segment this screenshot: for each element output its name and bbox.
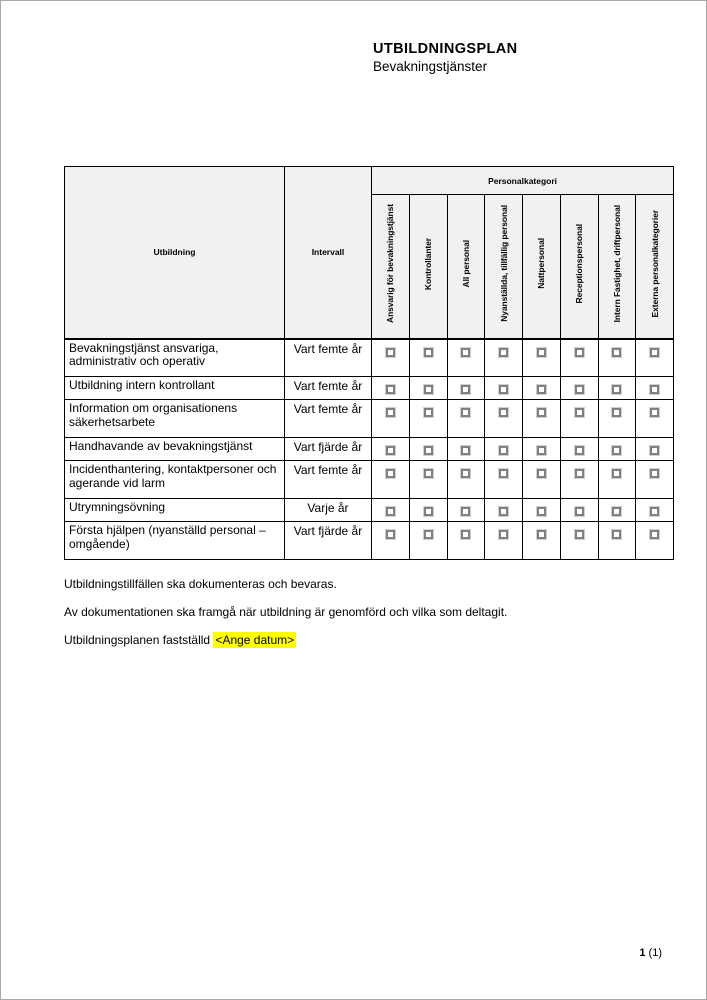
checkbox-cell <box>447 438 485 461</box>
checkbox[interactable] <box>424 446 433 455</box>
column-header-intervall: Intervall <box>285 167 372 339</box>
rotated-label: Ansvarig för bevakningstjänst <box>385 204 396 324</box>
rotated-label: Kontrollanter <box>423 237 434 290</box>
checkbox-cell <box>598 438 636 461</box>
interval-value: Vart fjärde år <box>285 522 372 560</box>
rotated-label: Nyanställda, tillfällig personal <box>498 205 509 323</box>
checkbox[interactable] <box>499 348 508 357</box>
column-header-category <box>447 195 485 339</box>
checkbox-cell <box>560 499 598 522</box>
checkbox[interactable] <box>650 385 659 394</box>
established-label: Utbildningsplanen fastställd <box>64 633 214 647</box>
checkbox-cell <box>560 400 598 438</box>
checkbox-cell <box>523 400 561 438</box>
checkbox-cell <box>523 377 561 400</box>
table-row <box>65 339 674 377</box>
note-established <box>64 634 507 647</box>
checkbox[interactable] <box>537 530 546 539</box>
column-header-category <box>372 195 410 339</box>
checkbox[interactable] <box>461 385 470 394</box>
checkbox[interactable] <box>537 507 546 516</box>
checkbox-cell <box>485 438 523 461</box>
column-header-utbildning: Utbildning <box>65 167 285 339</box>
note-contents: Av dokumentationen ska framgå när utbildning är genomförd och vilka som deltagit. <box>64 605 508 619</box>
checkbox-cell <box>485 522 523 560</box>
checkbox[interactable] <box>612 408 621 417</box>
interval-value: Vart femte år <box>285 377 372 400</box>
checkbox[interactable] <box>386 446 395 455</box>
interval-value: Vart fjärde år <box>285 438 372 461</box>
checkbox[interactable] <box>424 348 433 357</box>
checkbox[interactable] <box>650 507 659 516</box>
rotated-label: Externa personalkategorier <box>649 210 660 318</box>
checkbox-cell <box>485 499 523 522</box>
checkbox-cell <box>372 461 410 499</box>
rotated-label: Nattpersonal <box>536 238 547 290</box>
checkbox[interactable] <box>575 385 584 394</box>
checkbox[interactable] <box>612 507 621 516</box>
column-header-category <box>409 195 447 339</box>
checkbox[interactable] <box>575 507 584 516</box>
checkbox[interactable] <box>386 507 395 516</box>
checkbox-cell <box>372 339 410 377</box>
page-number <box>639 947 662 959</box>
checkbox-cell <box>372 377 410 400</box>
checkbox-cell <box>523 461 561 499</box>
checkbox[interactable] <box>461 469 470 478</box>
checkbox[interactable] <box>650 408 659 417</box>
training-plan-table <box>64 166 674 560</box>
checkbox-cell <box>598 400 636 438</box>
checkbox-cell <box>485 400 523 438</box>
column-group-personalkategori: Personalkategori <box>372 167 674 195</box>
checkbox[interactable] <box>499 507 508 516</box>
training-name: Utbildning intern kontrollant <box>65 377 285 400</box>
checkbox-cell <box>409 339 447 377</box>
checkbox[interactable] <box>386 408 395 417</box>
checkbox[interactable] <box>575 446 584 455</box>
checkbox-cell <box>447 522 485 560</box>
checkbox-cell <box>523 339 561 377</box>
training-name: Incidenthantering, kontaktpersoner och agerande vid larm <box>65 461 285 499</box>
checkbox-cell <box>598 339 636 377</box>
checkbox[interactable] <box>386 530 395 539</box>
checkbox-cell <box>598 522 636 560</box>
training-name: Handhavande av bevakningstjänst <box>65 438 285 461</box>
checkbox[interactable] <box>461 446 470 455</box>
checkbox-cell <box>560 438 598 461</box>
training-name: Bevakningstjänst ansvariga, administrativ och operativ <box>65 339 285 377</box>
checkbox-cell <box>372 522 410 560</box>
interval-value: Vart femte år <box>285 339 372 377</box>
checkbox[interactable] <box>612 385 621 394</box>
checkbox[interactable] <box>424 469 433 478</box>
checkbox-cell <box>409 461 447 499</box>
rotated-label: Receptionspersonal <box>574 224 585 304</box>
table-row <box>65 461 674 499</box>
checkbox[interactable] <box>386 348 395 357</box>
checkbox-cell <box>409 438 447 461</box>
checkbox-cell <box>598 377 636 400</box>
checkbox[interactable] <box>537 446 546 455</box>
column-header-category <box>560 195 598 339</box>
checkbox[interactable] <box>461 348 470 357</box>
checkbox[interactable] <box>575 348 584 357</box>
checkbox[interactable] <box>461 507 470 516</box>
interval-value: Vart femte år <box>285 400 372 438</box>
checkbox-cell <box>598 499 636 522</box>
checkbox-cell <box>560 522 598 560</box>
document-subtitle: Bevakningstjänster <box>373 59 488 74</box>
checkbox-cell <box>636 499 674 522</box>
checkbox-cell <box>636 438 674 461</box>
checkbox-cell <box>636 377 674 400</box>
checkbox[interactable] <box>537 408 546 417</box>
checkbox-cell <box>485 339 523 377</box>
checkbox-cell <box>523 499 561 522</box>
checkbox[interactable] <box>575 469 584 478</box>
checkbox[interactable] <box>537 385 546 394</box>
checkbox[interactable] <box>537 469 546 478</box>
checkbox-cell <box>636 339 674 377</box>
checkbox-cell <box>636 522 674 560</box>
checkbox[interactable] <box>612 530 621 539</box>
document-title: UTBILDNINGSPLAN <box>373 41 518 57</box>
checkbox[interactable] <box>575 408 584 417</box>
checkbox[interactable] <box>461 408 470 417</box>
checkbox-cell <box>372 400 410 438</box>
checkbox-cell <box>409 499 447 522</box>
checkbox-cell <box>409 377 447 400</box>
checkbox[interactable] <box>499 530 508 539</box>
checkbox-cell <box>560 377 598 400</box>
checkbox-cell <box>560 339 598 377</box>
table-row <box>65 438 674 461</box>
checkbox[interactable] <box>499 469 508 478</box>
checkbox-cell <box>636 400 674 438</box>
checkbox-cell <box>523 438 561 461</box>
checkbox[interactable] <box>499 408 508 417</box>
checkbox[interactable] <box>650 348 659 357</box>
checkbox-cell <box>372 499 410 522</box>
checkbox[interactable] <box>424 507 433 516</box>
training-name: Information om organisationens säkerhetsarbete <box>65 400 285 438</box>
checkbox[interactable] <box>424 530 433 539</box>
checkbox[interactable] <box>650 469 659 478</box>
training-name: Första hjälpen (nyanställd personal – omgående) <box>65 522 285 560</box>
training-name: Utrymningsövning <box>65 499 285 522</box>
checkbox[interactable] <box>499 385 508 394</box>
column-header-category <box>636 195 674 339</box>
checkbox-cell <box>485 377 523 400</box>
checkbox-cell <box>447 377 485 400</box>
checkbox-cell <box>447 461 485 499</box>
table-row <box>65 377 674 400</box>
rotated-label: Intern Fastighet, driftpersonal <box>611 205 622 323</box>
checkbox-cell <box>409 522 447 560</box>
checkbox[interactable] <box>386 469 395 478</box>
checkbox[interactable] <box>575 530 584 539</box>
interval-value: Vart femte år <box>285 461 372 499</box>
checkbox-cell <box>409 400 447 438</box>
checkbox-cell <box>372 438 410 461</box>
checkbox[interactable] <box>499 446 508 455</box>
checkbox-cell <box>523 522 561 560</box>
page-number-total: (1) <box>648 947 662 959</box>
checkbox-cell <box>485 461 523 499</box>
checkbox-cell <box>560 461 598 499</box>
table-row <box>65 499 674 522</box>
checkbox[interactable] <box>612 446 621 455</box>
column-header-category <box>485 195 523 339</box>
column-header-category <box>523 195 561 339</box>
column-header-category <box>598 195 636 339</box>
checkbox[interactable] <box>424 385 433 394</box>
checkbox[interactable] <box>461 530 470 539</box>
checkbox-cell <box>447 400 485 438</box>
checkbox[interactable] <box>386 385 395 394</box>
title-block <box>373 42 518 74</box>
interval-value: Varje år <box>285 499 372 522</box>
note-documentation: Utbildningstillfällen ska dokumenteras och bevaras. <box>64 577 337 591</box>
checkbox-cell <box>447 339 485 377</box>
checkbox[interactable] <box>650 446 659 455</box>
table-row <box>65 400 674 438</box>
date-placeholder[interactable]: <Ange datum> <box>215 633 295 647</box>
checkbox[interactable] <box>612 348 621 357</box>
checkbox[interactable] <box>537 348 546 357</box>
notes-section <box>64 578 507 662</box>
checkbox-cell <box>447 499 485 522</box>
checkbox[interactable] <box>650 530 659 539</box>
page-number-current: 1 <box>639 947 646 959</box>
checkbox-cell <box>598 461 636 499</box>
checkbox[interactable] <box>424 408 433 417</box>
checkbox-cell <box>636 461 674 499</box>
checkbox[interactable] <box>612 469 621 478</box>
table-row <box>65 522 674 560</box>
rotated-label: All personal <box>460 240 471 288</box>
